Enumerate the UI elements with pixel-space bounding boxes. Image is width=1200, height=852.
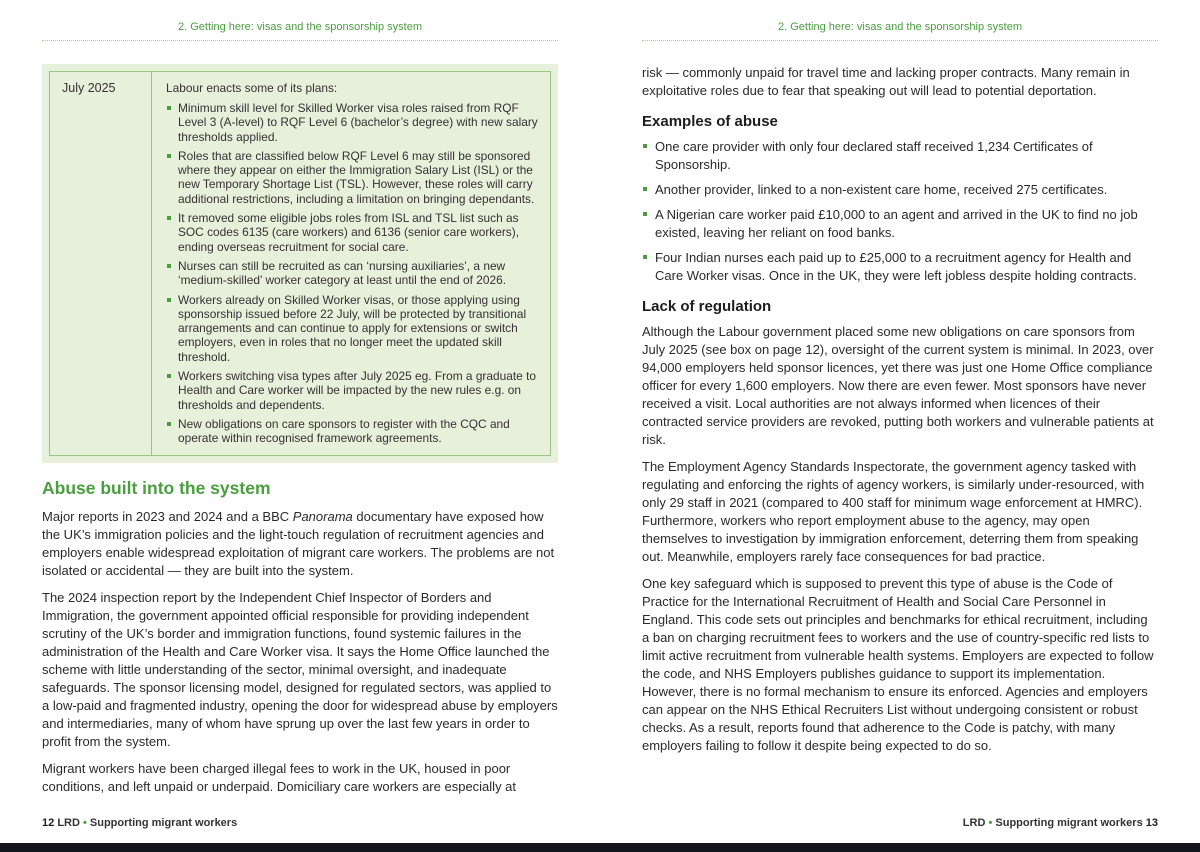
box-bullet-item	[166, 417, 538, 446]
example-bullet-item	[642, 181, 1158, 199]
bullet-square-icon	[167, 216, 171, 220]
body-paragraph: Although the Labour government placed some new obligations on care sponsors from July 2025 (see box on page 12), oversight of the current system is minimal. In 2023, over 94,000 employers held sponsor licences, yet there was just one Home Office compliance officer for every 1,600 employers. Now there are even fewer. Most sponsors have never received a visit. Local authorities are not always informed when licences of their contracted service providers are revoked, putting both workers and vulnerable patients at risk.	[642, 324, 1154, 447]
example-bullet-text: Another provider, linked to a non-existent care home, received 275 certificates.	[655, 182, 1108, 197]
page-12	[0, 0, 600, 843]
footer-brand: LRD	[57, 817, 80, 829]
example-bullet-item	[642, 249, 1158, 285]
running-header-right: 2. Getting here: visas and the sponsorship system	[778, 21, 1022, 33]
body-paragraph: One key safeguard which is supposed to prevent this type of abuse is the Code of Practice for the International Recruitment of Health and Social Care Personnel in England. This code sets out principles and benchmarks for ethical recruitment, including a ban on charging recruitment fees to workers and the use of country-specific red lists to limit active recruitment from vulnerable health systems. Employers are expected to follow the code, and NHS Employers publishes guidance to support its implementation. However, there is no formal mechanism to ensure its enforced. Agencies and employers can appear on the NHS Ethical Recruiters List without undergoing consistent or robust checks. As a result, reports found that adherence to the Code is patchy, with many employers failing to follow it despite being expected to do so.	[642, 576, 1154, 753]
page-number: 13	[1145, 817, 1158, 829]
panorama-italic: Panorama	[292, 508, 353, 524]
bottom-bar	[0, 843, 1200, 852]
box-bullet-text: New obligations on care sponsors to register with the CQC and operate within recognised framework agreements.	[178, 416, 510, 446]
box-bullet-text: Workers switching visa types after July 2025 eg. From a graduate to Health and Care worker will be impacted by the new rules e.g. on thresholds and dependents.	[178, 369, 536, 412]
example-bullet-text: A Nigerian care worker paid £10,000 to an agent and arrived in the UK to find no job existed, leaving her reliant on food banks.	[655, 207, 1138, 240]
box-content-cell	[152, 72, 550, 455]
footer-bullet-icon: •	[988, 817, 993, 829]
body-paragraph	[42, 508, 558, 580]
box-bullet-text: It removed some eligible jobs roles from ISL and TSL list such as SOC codes 6135 (care workers) and 6136 (senior care workers), ending overseas recruitment for social care.	[178, 211, 520, 254]
section-heading-regulation: Lack of regulation	[642, 298, 772, 315]
page-number: 12	[42, 817, 55, 829]
bullet-square-icon	[167, 154, 171, 158]
header-rule-left	[42, 40, 558, 41]
box-bullet-list	[166, 101, 538, 446]
body-paragraph: The Employment Agency Standards Inspectorate, the government agency tasked with regulating and enforcing the rights of agency workers, is similarly under-resourced, with only 29 staff in 2021 (compared to 400 staff for minimum wage enforcement at HMRC). Furthermore, workers who report employment abuse to the agency, may open themselves to investigation by immigration enforcement, deterring them from speaking out. Meanwhile, employers rarely face consequences for bad practice.	[642, 459, 1145, 564]
paragraph-text: Major reports in 2023 and 2024 and a BBC	[42, 508, 293, 524]
bullet-square-icon	[643, 144, 647, 148]
box-bullet-item	[166, 259, 538, 288]
bullet-square-icon	[167, 422, 171, 426]
bullet-square-icon	[167, 106, 171, 110]
footer-brand: LRD	[962, 817, 986, 829]
body-paragraph: Migrant workers have been charged illegal fees to work in the UK, housed in poor conditions, and left unpaid or underpaid. Domiciliary care workers are especially at	[42, 760, 517, 794]
box-bullet-text: Roles that are classified below RQF Level 6 may still be sponsored where they appear on either the Immigration Salary List (ISL) or the new Temporary Shortage List (TSL). However, these roles will carry additional restrictions, including a limitation on bringing dependants.	[178, 148, 535, 206]
paragraph-text: documentary have exposed how the UK’s immigration policies and the light-touch regulation of recruitment agencies and employers enable widespread exploitation of migrant care workers. The problems are not isolated or accidental — they are built into the system.	[42, 508, 555, 578]
header-rule-right	[642, 40, 1158, 41]
example-bullet-item	[642, 206, 1158, 242]
page-13	[600, 0, 1200, 843]
example-bullet-text: One care provider with only four declared staff received 1,234 Certificates of Sponsorship.	[655, 139, 1093, 172]
bullet-square-icon	[167, 298, 171, 302]
box-bullet-item	[166, 293, 538, 364]
box-bullet-item	[166, 369, 538, 412]
running-header-left: 2. Getting here: visas and the sponsorship system	[178, 21, 422, 33]
footer-bullet-icon: •	[82, 817, 87, 829]
section-heading-examples: Examples of abuse	[642, 113, 778, 130]
box-bullet-item	[166, 211, 538, 254]
july-2025-box	[42, 64, 558, 463]
example-bullet-text: Four Indian nurses each paid up to £25,000 to a recruitment agency for Health and Care Worker visas. Once in the UK, they were left jobless despite holding contracts.	[655, 250, 1137, 283]
bullet-square-icon	[167, 264, 171, 268]
box-bullet-text: Nurses can still be recruited as can ‘nursing auxiliaries’, a new ‘medium-skilled’ worker category at least until the end of 2026.	[178, 258, 507, 288]
bullet-square-icon	[643, 212, 647, 216]
box-bullet-text: Minimum skill level for Skilled Worker visa roles raised from RQF Level 3 (A-level) to RQF Level 6 (bachelor’s degree) with new salary thresholds applied.	[178, 101, 538, 144]
bullet-square-icon	[643, 255, 647, 259]
box-bullet-item	[166, 101, 538, 144]
examples-bullet-list	[642, 138, 1158, 285]
box-intro-text: Labour enacts some of its plans:	[166, 81, 338, 95]
box-bullet-text: Workers already on Skilled Worker visas, or those applying using sponsorship issued before 22 July, will be protected by transitional arrangements and can continue to apply for extensions or switch employers, even in roles that no longer meet the updated skill threshold.	[178, 292, 527, 364]
page-footer-right	[642, 817, 1158, 829]
section-heading-abuse: Abuse built into the system	[42, 477, 271, 498]
body-paragraph: risk — commonly unpaid for travel time and lacking proper contracts. Many remain in exploitative roles due to fear that speaking out will lead to potential deportation.	[642, 65, 1130, 98]
page-footer-left	[42, 817, 558, 829]
example-bullet-item	[642, 138, 1158, 174]
body-paragraph: The 2024 inspection report by the Independent Chief Inspector of Borders and Immigration, the government appointed official responsible for providing independent scrutiny of the UK’s border and immigration functions, found systemic failures in the administration of the Health and Care Worker visa. It says the Home Office launched the scheme with little understanding of the sector, minimal oversight, and inadequate safeguards. The sponsor licensing model, designed for regulated sectors, was applied to a low-paid and fragmented industry, opening the door for widespread abuse by employers and intermediaries, many of whom have sprung up over the last few years in order to profit from the system.	[42, 589, 558, 749]
footer-title: Supporting migrant workers	[995, 817, 1143, 829]
bullet-square-icon	[167, 374, 171, 378]
bullet-square-icon	[643, 187, 647, 191]
box-date-cell: July 2025	[50, 72, 152, 455]
box-bullet-item	[166, 149, 538, 206]
footer-title: Supporting migrant workers	[89, 817, 238, 829]
box-table	[49, 71, 551, 456]
